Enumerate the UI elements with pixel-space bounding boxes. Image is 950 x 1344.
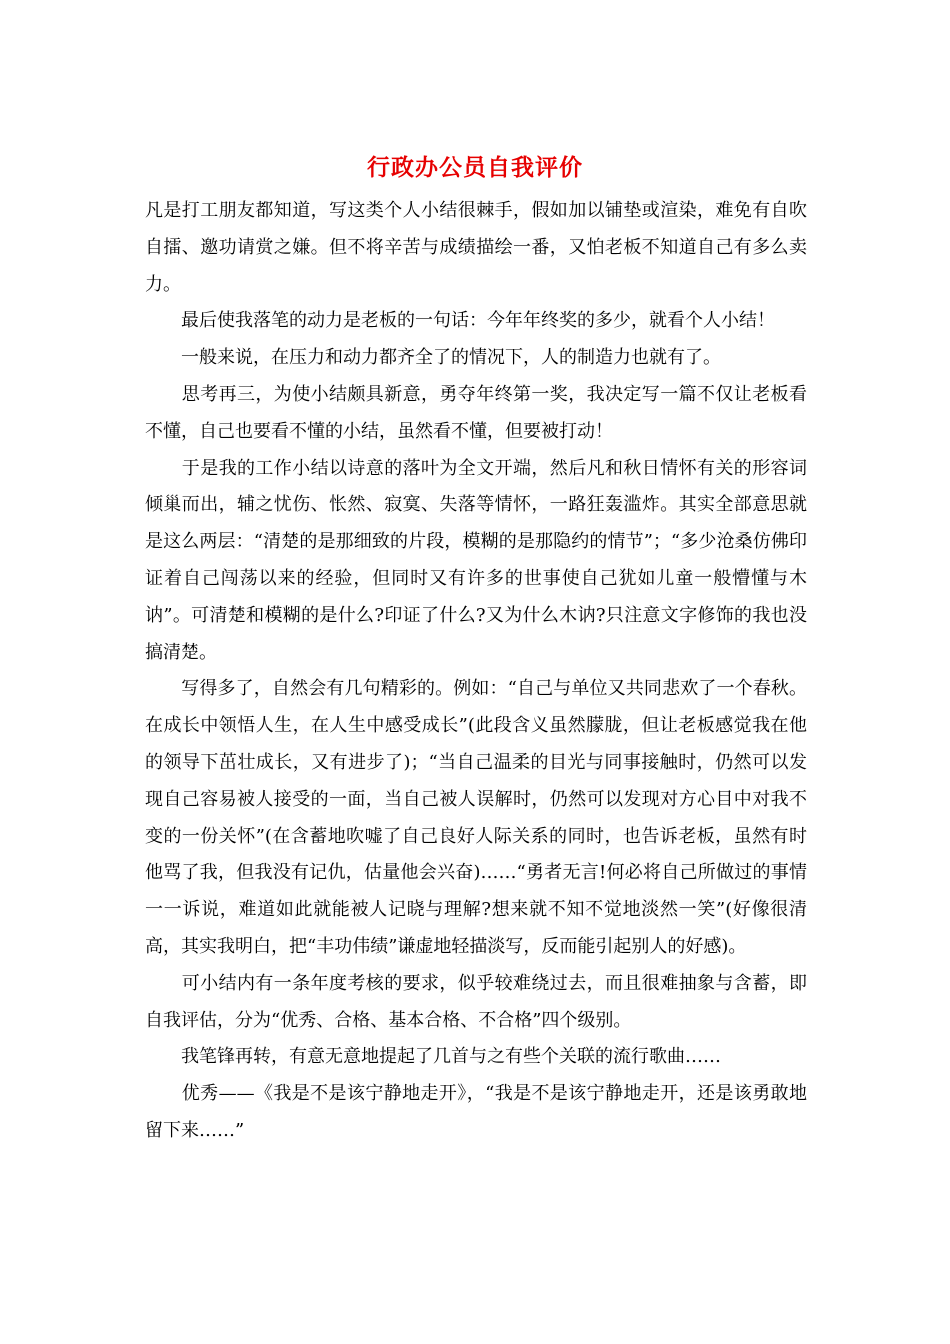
paragraph: 写得多了，自然会有几句精彩的。例如：“自己与单位又共同悲欢了一个春秋。在成长中领悟人生，在人生中感受成长”(此段含义虽然朦胧，但让老板感觉我在他的领导下茁壮成长，又有进步了)；“当自己温柔的目光与同事接触时，仍然可以发现自己容易被人接受的一面，当自己被人误解时，仍然可以发现对方心目中对我不变的一份关怀”(在含蓄地吹嘘了自己良好人际关系的同时，也告诉老板，虽然有时他骂了我，但我没有记仇，估量他会兴奋)……“勇者无言!何必将自己所做过的事情一一诉说，难道如此就能被人记晓与理解?想来就不知不觉地淡然一笑”(好像很清高，其实我明白，把“丰功伟绩”谦虚地轻描淡写，反而能引起别人的好感)。 <box>145 678 807 957</box>
paragraph: 凡是打工朋友都知道，写这类个人小结很棘手，假如加以铺垫或渲染，难免有自吹自擂、邀功请赏之嫌。但不将辛苦与成绩描绘一番，又怕老板不知道自己有多么卖力。 <box>145 200 807 295</box>
document-title: 行政办公员自我评价 <box>367 154 583 181</box>
document-body <box>145 193 807 1150</box>
paragraph: 优秀——《我是不是该宁静地走开》，“我是不是该宁静地走开，还是该勇敢地留下来……” <box>145 1083 807 1141</box>
paragraph: 一般来说，在压力和动力都齐全了的情况下，人的制造力也就有了。 <box>145 347 721 369</box>
paragraph: 可小结内有一条年度考核的要求，似乎较难绕过去，而且很难抽象与含蓄，即自我评估，分为“优秀、合格、基本合格、不合格”四个级别。 <box>145 972 807 1031</box>
paragraph: 最后使我落笔的动力是老板的一句话：今年年终奖的多少，就看个人小结！ <box>145 310 775 332</box>
paragraph: 我笔锋再转，有意无意地提起了几首与之有些个关联的流行歌曲…… <box>145 1046 721 1068</box>
paragraph: 于是我的工作小结以诗意的落叶为全文开端，然后凡和秋日情怀有关的形容词倾巢而出，辅之忧伤、怅然、寂寞、失落等情怀，一路狂轰滥炸。其实全部意思就是这么两层：“清楚的是那细致的片段，模糊的是那隐约的情节”；“多少沧桑仿佛印证着自己闯荡以来的经验，但同时又有许多的世事使自己犹如儿童一般懵懂与木讷”。可清楚和模糊的是什么?印证了什么?又为什么木讷?只注意文字修饰的我也没搞清楚。 <box>145 457 807 663</box>
paragraph: 思考再三，为使小结颇具新意，勇夺年终第一奖，我决定写一篇不仅让老板看不懂，自己也要看不懂的小结，虽然看不懂，但要被打动！ <box>145 383 807 442</box>
